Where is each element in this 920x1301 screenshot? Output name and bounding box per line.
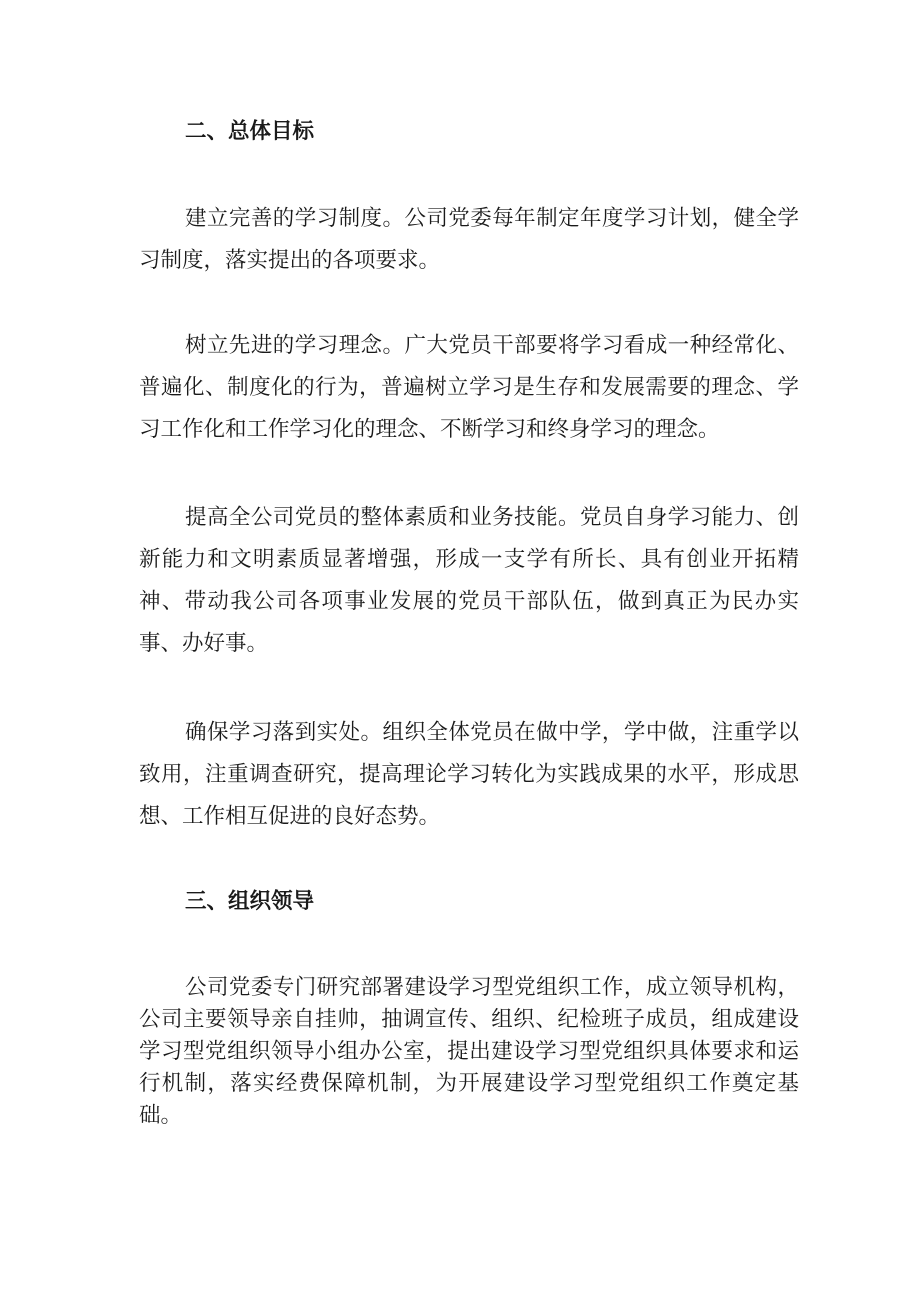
paragraph-practical-learning: 确保学习落到实处。组织全体党员在做中学，学中做，注重学以致用，注重调查研究，提高理论学习转化为实践成果的水平，形成思想、工作相互促进的良好态势。 xyxy=(139,720,799,829)
paragraph-organization-leadership: 公司党委专门研究部署建设学习型党组织工作，成立领导机构，公司主要领导亲自挂帅，抽调宣传、组织、纪检班子成员，组成建设学习型党组织领导小组办公室，提出建设学习型党组织具体要求和运行机制，落实经费保障机制，为开展建设学习型党组织工作奠定基础。 xyxy=(139,975,799,1128)
paragraph-member-quality: 提高全公司党员的整体素质和业务技能。党员自身学习能力、创新能力和文明素质显著增强，形成一支学有所长、具有创业开拓精神、带动我公司各项事业发展的党员干部队伍，做到真正为民办实事、办好事。 xyxy=(139,505,799,656)
section-two-heading: 二、总体目标 xyxy=(185,119,315,144)
section-three-heading: 三、组织领导 xyxy=(185,889,315,914)
paragraph-learning-system: 建立完善的学习制度。公司党委每年制定年度学习计划，健全学习制度，落实提出的各项要求。 xyxy=(139,206,799,273)
paragraph-learning-concept: 树立先进的学习理念。广大党员干部要将学习看成一种经常化、普遍化、制度化的行为，普遍树立学习是生存和发展需要的理念、学习工作化和工作学习化的理念、不断学习和终身学习的理念。 xyxy=(139,333,799,442)
